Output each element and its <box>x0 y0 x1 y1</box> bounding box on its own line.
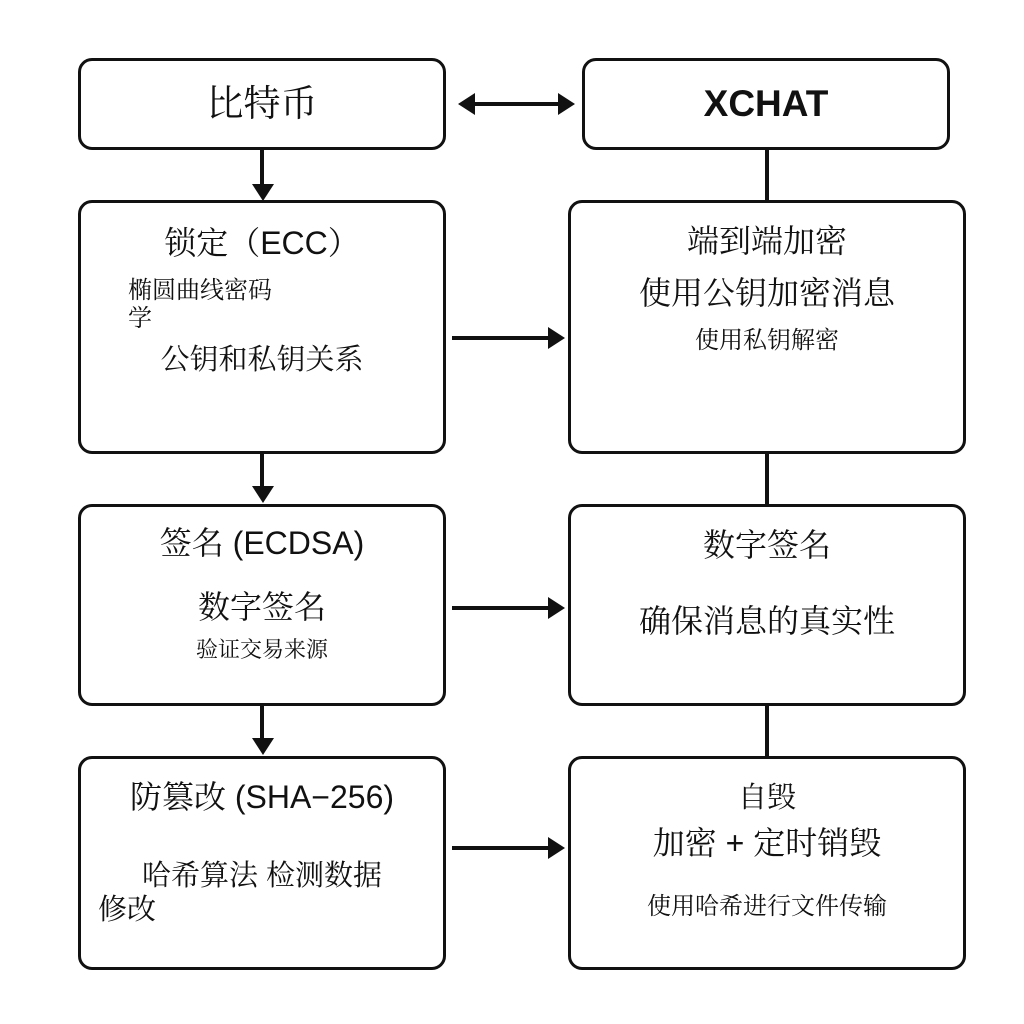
node-sign-ecdsa-line3: 验证交易来源 <box>195 636 328 662</box>
node-sign-ecdsa-line2: 数字签名 <box>197 588 326 625</box>
connector-e2ee-to-digital-signature <box>765 452 769 504</box>
connector-sign-to-digital-signature-arrow <box>548 597 565 619</box>
node-e2ee-line2: 使用公钥加密消息 <box>638 274 895 311</box>
node-lock-ecc[interactable] <box>78 200 446 454</box>
connector-bitcoin-xchat-arrow-left <box>458 93 475 115</box>
node-digital-signature[interactable] <box>568 504 966 706</box>
connector-bitcoin-to-lock-arrow <box>252 184 274 201</box>
node-xchat-title: XCHAT <box>703 83 829 125</box>
connector-bitcoin-xchat-arrow-right <box>558 93 575 115</box>
connector-sign-to-tamper-arrow <box>252 738 274 755</box>
node-sign-ecdsa-title: 签名 (ECDSA) <box>159 525 365 561</box>
node-bitcoin[interactable] <box>78 58 446 150</box>
connector-tamper-to-self-destruct-line <box>452 846 550 850</box>
node-lock-ecc-line3: 学 <box>128 305 152 333</box>
node-digital-signature-title: 数字签名 <box>702 527 831 563</box>
connector-bitcoin-xchat-line <box>472 102 572 106</box>
connector-sign-to-digital-signature-line <box>452 606 550 610</box>
connector-lock-to-e2ee-arrow <box>548 327 565 349</box>
node-tamper-sha256[interactable] <box>78 756 446 970</box>
node-self-destruct-line3: 使用哈希进行文件传输 <box>647 892 887 920</box>
node-tamper-sha256-line3: 修改 <box>98 893 157 926</box>
node-tamper-sha256-line2: 哈希算法 检测数据 <box>141 859 383 892</box>
node-lock-ecc-line4: 公钥和私钥关系 <box>160 344 364 377</box>
node-e2ee-title: 端到端加密 <box>686 223 847 259</box>
connector-digital-signature-to-self-destruct <box>765 704 769 756</box>
node-e2ee-line3: 使用私钥解密 <box>695 326 839 354</box>
node-bitcoin-title: 比特币 <box>206 83 318 125</box>
connector-lock-to-sign-arrow <box>252 486 274 503</box>
node-sign-ecdsa[interactable] <box>78 504 446 706</box>
connector-lock-to-e2ee-line <box>452 336 550 340</box>
node-xchat[interactable] <box>582 58 950 150</box>
node-self-destruct-line2: 加密 + 定时销毁 <box>652 825 882 862</box>
node-self-destruct-title: 自毁 <box>737 782 796 814</box>
node-e2ee[interactable] <box>568 200 966 454</box>
connector-tamper-to-self-destruct-arrow <box>548 837 565 859</box>
node-self-destruct[interactable] <box>568 756 966 970</box>
node-lock-ecc-title: 锁定（ECC） <box>164 225 360 261</box>
node-lock-ecc-line2: 椭圆曲线密码 <box>128 276 272 304</box>
node-tamper-sha256-title: 防篡改 (SHA−256) <box>129 779 395 815</box>
connector-xchat-to-e2ee <box>765 148 769 200</box>
node-digital-signature-line2: 确保消息的真实性 <box>638 602 895 639</box>
